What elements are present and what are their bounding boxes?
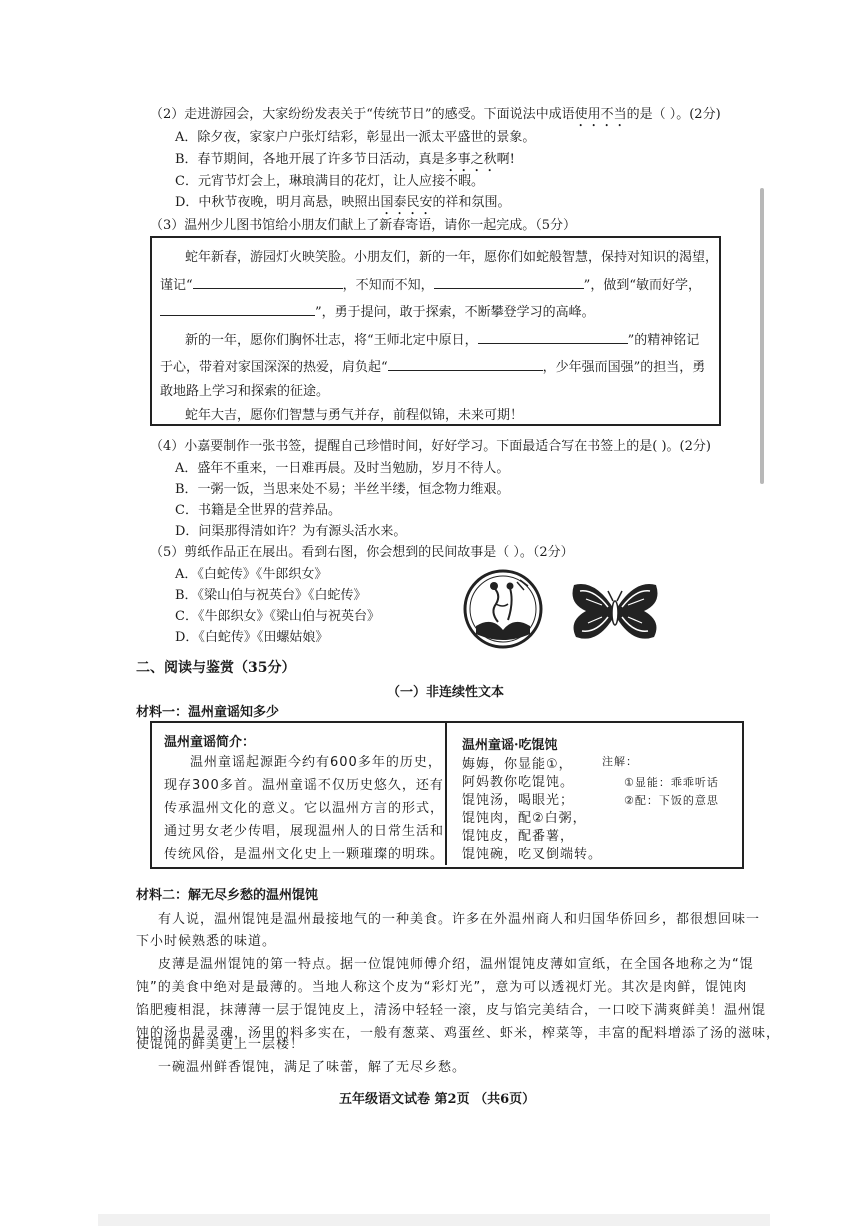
m2-line-2: 下小时候熟悉的味道。 (136, 934, 277, 949)
intro-line-4: 通过男女老少传唱，展现温州人的日常生活和 (164, 824, 445, 839)
song-line-5: 馄饨皮，配番薯， (462, 829, 575, 844)
intro-line-5: 传统风俗，是温州文化史上一颗璀璨的明珠。 (164, 847, 445, 862)
q5-option-d: D．《白蛇传》《田螺姑娘》 (175, 630, 329, 645)
q4-option-d: D．问渠那得清如许？为有源头活水来。 (175, 524, 407, 539)
note-2: ②配：下饭的意思 (624, 794, 719, 807)
q3-stem: （3）温州少儿图书馆给小朋友们献上了新春寄语，请你一起完成。（5分） (150, 218, 577, 233)
q4-stem: （4）小嘉要制作一张书签，提醒自己珍惜时间，好好学习。下面最适合写在书签上的是( )。(2分) (150, 439, 711, 454)
q3-blank-4[interactable] (478, 329, 628, 344)
q5-option-a: A．《白蛇传》《牛郎织女》 (175, 567, 328, 582)
q2-option-d: D．中秋节夜晚，明月高悬，映照出国泰民安的祥和氛围。 (175, 195, 511, 210)
q2-stem-emphasis: 使用不当 (574, 107, 627, 122)
papercut-round-image (462, 568, 544, 650)
material2-title: 材料二：解无尽乡愁的温州馄饨 (136, 888, 319, 903)
song-line-6: 馄饨碗，吃叉倒端转。 (462, 847, 603, 862)
song-line-1: 娒娒，你显能①， (462, 757, 573, 772)
q2-stem: （2）走进游园会，大家纷纷发表关于“传统节日”的感受。下面说法中成语使用不当的是（ ）。(2分) (150, 107, 721, 122)
q4-option-c: C．书籍是全世界的营养品。 (175, 503, 341, 518)
material1-title: 材料一：温州童谣知多少 (136, 705, 280, 720)
bottom-toolbar-strip (98, 1214, 770, 1226)
q3-para2-line2: 于心，带着对家国深深的热爱，肩负起“ ，少年强而国强”的担当，勇 (160, 356, 705, 375)
vertical-scrollbar[interactable] (760, 188, 764, 484)
intro-line-2: 现存300多首。温州童谣不仅历史悠久，还有 (164, 778, 444, 793)
page-footer: 五年级语文试卷 第2页 （共6页） (339, 1092, 536, 1107)
material1-divider (445, 723, 447, 865)
q4-option-a: A．盛年不重来，一日难再晨。及时当勉励，岁月不待人。 (175, 461, 510, 476)
intro-line-3: 传承温州文化的意义。它以温州方言的形式， (164, 801, 445, 816)
q4-option-b: B．一粥一饭，当思来处不易；半丝半缕，恒念物力维艰。 (175, 482, 510, 497)
q3-para2-line3: 敢地路上学习和探索的征途。 (160, 384, 330, 399)
m2-line-1: 有人说，温州馄饨是温州最接地气的一种美食。许多在外温州商人和归国华侨回乡，都很想回味一 (158, 912, 761, 927)
q3-blank-1[interactable] (193, 274, 343, 289)
m2-line-3: 皮薄是温州馄饨的第一特点。据一位馄饨师傅介绍，温州馄饨皮薄如宣纸，在全国各地称之为“馄 (158, 957, 754, 972)
section2-subtitle: （一）非连续性文本 (387, 685, 505, 700)
q3-para1-line3: ”，勇于提问，敢于探索，不断攀登学习的高峰。 (160, 301, 595, 320)
note-1: ①显能：乖乖听话 (624, 776, 719, 789)
papercut-butterfly-image (566, 575, 664, 647)
q3-blank-3[interactable] (160, 301, 315, 316)
section2-title: 二、阅读与鉴赏（35分） (136, 660, 296, 676)
q2-option-b: B．春节期间，各地开展了许多节日活动，真是多事之秋啊! (175, 152, 515, 167)
m2-line-6: 饨的汤也是灵魂，汤里的料多实在，一般有葱菜、鸡蛋丝、虾米，榨菜等，丰富的配料增添了汤的滋味， (136, 1026, 781, 1041)
song-title: 温州童谣·吃馄饨 (462, 738, 558, 753)
m2-line-4: 饨”的美食中绝对是最薄的。当地人称这个皮为“彩灯光”，意为可以透视灯光。其次是肉鲜，馄饨肉 (136, 980, 748, 995)
song-line-2: 阿妈教你吃馄饨。 (462, 775, 575, 790)
q3-blank-5[interactable] (388, 356, 543, 371)
m2-line-5: 馅肥瘦相混，抹薄薄一层于馄饨皮上，清汤中轻轻一滚，皮与馅完美结合，一口咬下满爽鲜美！温州馄 (136, 1003, 767, 1018)
q3-para3: 蛇年大吉，愿你们智慧与勇气并存，前程似锦，未来可期！ (185, 408, 524, 423)
q3-para2-line1: 新的一年，愿你们胸怀壮志，将“王师北定中原日， ”的精神铭记 (185, 329, 699, 348)
q3-blank-2[interactable] (434, 274, 584, 289)
q2-option-c: C．元宵节灯会上，琳琅满目的花灯，让人应接不暇。 (175, 174, 484, 189)
m2-line-8: 一碗温州鲜香馄饨，满足了味蕾，解了无尽乡愁。 (158, 1060, 467, 1075)
q3-para1-line2: 谨记“ ，不知而不知， ”，做到“敏而好学， (160, 274, 701, 293)
song-line-3: 馄饨汤，喝眼光； (462, 793, 575, 808)
m2-line-7: 使馄饨的鲜美更上一层楼！ (136, 1037, 305, 1052)
song-line-4: 馄饨肉，配②白粥， (462, 811, 587, 826)
q5-option-b: B．《梁山伯与祝英台》《白蛇传》 (175, 588, 367, 603)
intro-title: 温州童谣简介： (164, 735, 256, 750)
note-title: 注解： (602, 755, 638, 768)
intro-line-1: 温州童谣起源距今约有600多年的历史， (190, 755, 442, 770)
q3-para1-line1: 蛇年新春，游园灯火映笑脸。小朋友们，新的一年，愿你们如蛇般智慧，保持对知识的渴望， (185, 250, 719, 265)
q2-option-a: A．除夕夜，家家户户张灯结彩，彰显出一派太平盛世的景象。 (175, 130, 536, 145)
q5-stem: （5）剪纸作品正在展出。看到右图，你会想到的民间故事是（ ）。（2分） (150, 545, 574, 560)
q5-option-c: C．《牛郎织女》《梁山伯与祝英台》 (175, 609, 380, 624)
